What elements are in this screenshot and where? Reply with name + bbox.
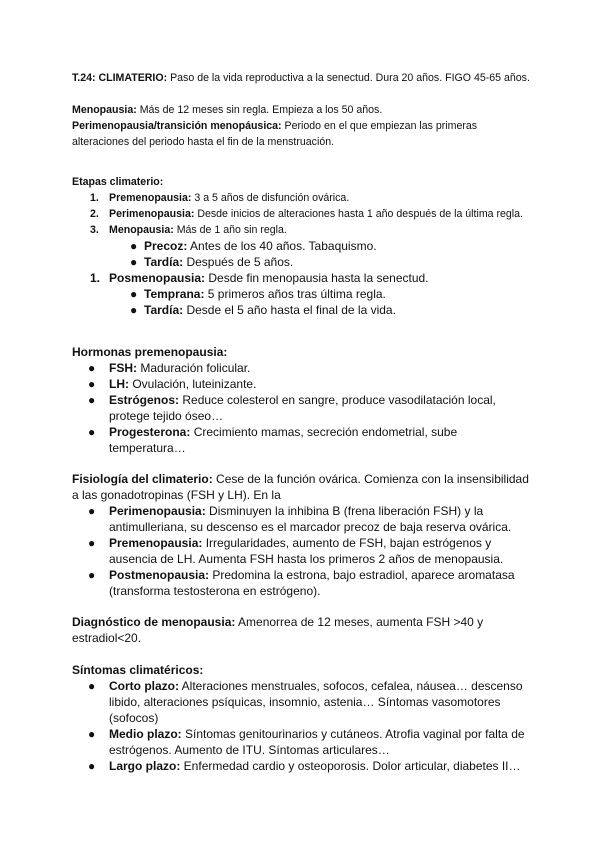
fisiologia-paragraph [72, 471, 532, 503]
fisiologia-text: Cese de la función ovárica. Comienza con la insensibilidad a las gonadotropinas (FSH y LH). En la [72, 472, 529, 502]
list-marker: 3. [90, 224, 99, 236]
diagnostico-section [72, 614, 532, 646]
item-term: Menopausia: [109, 224, 174, 236]
item-term: Posmenopausia: [109, 271, 206, 285]
list-item [72, 254, 532, 270]
bullet-icon: ● [130, 255, 138, 269]
item-text: Enfermedad cardio y osteoporosis. Dolor articular, diabetes II… [180, 759, 521, 773]
sintomas-list [72, 678, 532, 774]
definition-perimenopausia [72, 118, 532, 150]
list-item [72, 678, 532, 726]
list-marker: 1. [90, 192, 99, 204]
item-text: Más de 1 año sin regla. [173, 224, 287, 236]
list-item [72, 535, 532, 567]
bullet-icon: ● [88, 759, 96, 773]
item-term: Tardía: [144, 303, 184, 317]
bullet-icon: ● [88, 679, 96, 693]
list-item [72, 190, 532, 206]
intro-section [72, 70, 532, 150]
item-text: Síntomas genitourinarios y cutáneos. Atrofia vaginal por falta de estrógenos. Aumento de ITU. Síntomas articulares… [109, 727, 525, 757]
item-term: Progesterona: [109, 425, 191, 439]
item-term: Estrógenos: [109, 393, 180, 407]
sintomas-section [72, 662, 532, 774]
bullet-icon: ● [88, 568, 96, 582]
bullet-icon: ● [88, 425, 96, 439]
sintomas-heading-text: Síntomas climatéricos: [72, 663, 204, 677]
intro-paragraph [72, 70, 532, 86]
item-text: Desde inicios de alteraciones hasta 1 año después de la última regla. [194, 208, 523, 220]
hormonas-section [72, 344, 532, 456]
item-term: Medio plazo: [109, 727, 182, 741]
list-item [72, 758, 532, 774]
list-item [72, 567, 532, 599]
item-text: 3 a 5 años de disfunción ovárica. [191, 192, 350, 204]
bullet-icon: ● [88, 361, 96, 375]
list-item [72, 302, 532, 318]
list-item [72, 392, 532, 424]
list-marker: 2. [90, 208, 99, 220]
item-term: LH: [109, 377, 129, 391]
item-text: Alteraciones menstruales, sofocos, cefalea, náusea… descenso libido, alteraciones psíquicas, insomnio, astenia… Síntomas vasomotores (sofocos) [109, 679, 523, 725]
item-text: Desde el 5 año hasta el final de la vida. [183, 303, 396, 317]
definition-term: Menopausia: [72, 104, 137, 116]
list-item [72, 360, 532, 376]
fisiologia-label: Fisiología del climaterio: [72, 472, 213, 486]
item-text: Después de 5 años. [183, 255, 294, 269]
bullet-icon: ● [88, 504, 96, 518]
item-text: Desde fin menopausia hasta la senectud. [205, 271, 429, 285]
item-term: Precoz: [144, 239, 188, 253]
bullet-icon: ● [130, 303, 138, 317]
item-text: Ovulación, luteinizante. [129, 377, 257, 391]
definition-text: Más de 12 meses sin regla. Empieza a los 50 años. [136, 104, 383, 116]
item-term: Premenopausia: [109, 536, 203, 550]
item-term: Postmenopausia: [109, 568, 210, 582]
hormonas-list [72, 360, 532, 456]
intro-text: Paso de la vida reproductiva a la senectud. Dura 20 años. FIGO 45-65 años. [167, 72, 530, 84]
item-term: Temprana: [144, 287, 205, 301]
diagnostico-text: Amenorrea de 12 meses, aumenta FSH >40 y estradiol<20. [72, 615, 484, 645]
etapas-heading [72, 174, 532, 190]
list-item [72, 503, 532, 535]
item-term: Perimenopausia: [109, 504, 206, 518]
item-term: Largo plazo: [109, 759, 181, 773]
bullet-icon: ● [88, 393, 96, 407]
etapas-list [72, 190, 532, 318]
item-text: Antes de los 40 años. Tabaquismo. [187, 239, 377, 253]
sintomas-heading [72, 662, 532, 678]
fisiologia-section [72, 471, 532, 599]
item-text: Predomina la estrona, bajo estradiol, aparece aromatasa (transforma testosterona en estrógeno). [109, 568, 515, 598]
item-text: Irregularidades, aumento de FSH, bajan estrógenos y ausencia de LH. Aumenta FSH hasta los primeros 2 años de menopausia. [109, 536, 504, 566]
item-term: Tardía: [144, 255, 184, 269]
list-item [72, 270, 532, 286]
item-text: 5 primeros años tras última regla. [204, 287, 386, 301]
list-item [72, 376, 532, 392]
hormonas-heading [72, 344, 532, 360]
fisiologia-list [72, 503, 532, 599]
list-marker: 1. [90, 271, 101, 285]
bullet-icon: ● [88, 377, 96, 391]
list-item [72, 286, 532, 302]
bullet-icon: ● [88, 727, 96, 741]
definition-menopausia [72, 102, 532, 118]
hormonas-heading-text: Hormonas premenopausia: [72, 345, 228, 359]
intro-label: T.24: CLIMATERIO: [72, 72, 168, 84]
list-item [72, 726, 532, 758]
bullet-icon: ● [130, 239, 138, 253]
item-term: Premenopausia: [109, 192, 192, 204]
definition-text: Periodo en el que empiezan las primeras alteraciones del periodo hasta el fin de la menstruación. [72, 120, 478, 148]
item-term: Perimenopausia: [109, 208, 195, 220]
etapas-section [72, 174, 532, 318]
bullet-icon: ● [88, 536, 96, 550]
item-text: Crecimiento mamas, secreción endometrial, sube temperatura… [109, 425, 458, 455]
item-text: Reduce colesterol en sangre, produce vasodilatación local, protege tejido óseo… [109, 393, 496, 423]
item-term: FSH: [109, 361, 137, 375]
definition-term: Perimenopausia/transición menopáusica: [72, 120, 282, 132]
item-text: Maduración folicular. [137, 361, 251, 375]
diagnostico-label: Diagnóstico de menopausia: [72, 615, 236, 629]
item-term: Corto plazo: [109, 679, 179, 693]
list-item [72, 424, 532, 456]
item-text: Disminuyen la inhibina B (frena liberación FSH) y la antimulleriana, su descenso es el marcador precoz de baja reserva ovárica. [109, 504, 512, 534]
etapas-heading-text: Etapas climaterio: [72, 176, 164, 188]
diagnostico-paragraph [72, 614, 532, 646]
list-item [72, 206, 532, 222]
list-item [72, 222, 532, 238]
list-item [72, 238, 532, 254]
bullet-icon: ● [130, 287, 138, 301]
